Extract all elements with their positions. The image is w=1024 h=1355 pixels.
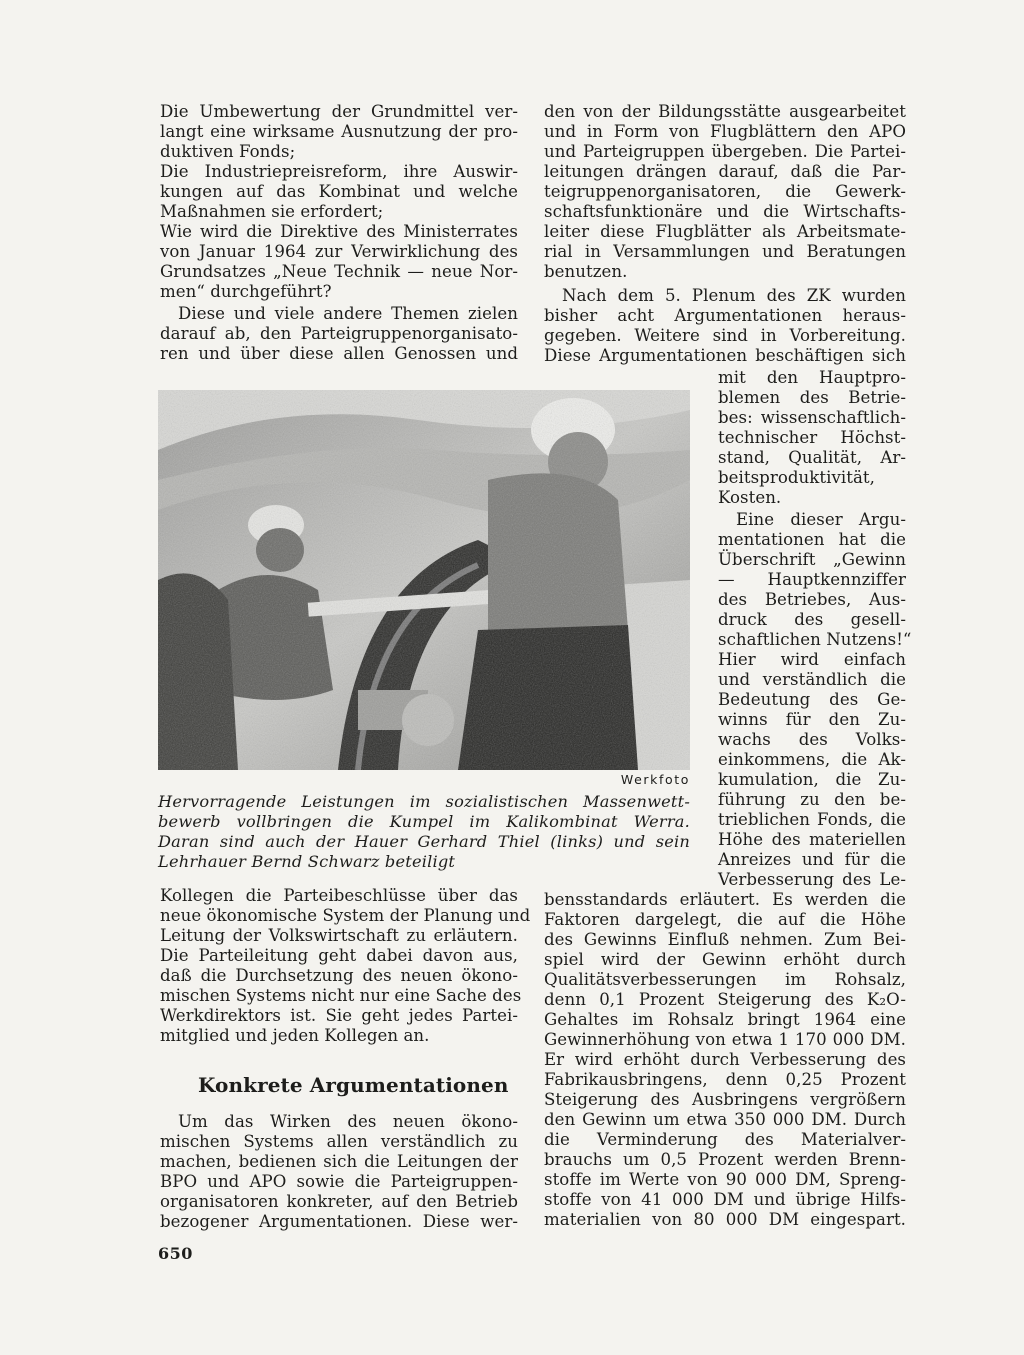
text-line: Verbesserung des Le-	[718, 870, 906, 889]
text-line: rial in Versammlungen und Beratungen	[544, 242, 906, 261]
photo-caption: Hervorragende Leistungen im sozialistischen Massenwett-	[158, 792, 690, 811]
text-line: Höhe des materiellen	[718, 830, 906, 849]
section-heading: Konkrete Argumentationen	[198, 1073, 509, 1097]
text-line: Eine dieser Argu-	[736, 510, 906, 529]
text-line: benutzen.	[544, 262, 628, 281]
text-line: und Parteigruppen übergeben. Die Partei-	[544, 142, 906, 161]
text-line: bisher acht Argumentationen heraus-	[544, 306, 906, 325]
text-line: stand, Qualität, Ar-	[718, 448, 906, 467]
photo-caption: bewerb vollbringen die Kumpel im Kalikombinat Werra.	[158, 812, 690, 831]
text-line: wachs des Volks-	[718, 730, 906, 749]
text-line: Maßnahmen sie erfordert;	[160, 202, 384, 221]
text-line: Nach dem 5. Plenum des ZK wurden	[562, 286, 906, 305]
text-line: Kosten.	[718, 488, 782, 507]
text-line: bensstandards erläutert. Es werden die	[544, 890, 906, 909]
text-line: druck des gesell-	[718, 610, 906, 629]
text-line: Diese und viele andere Themen zielen	[178, 304, 518, 323]
text-line: machen, bedienen sich die Leitungen der	[160, 1152, 518, 1171]
text-line: Diese Argumentationen beschäftigen sich	[544, 346, 906, 365]
text-line: beitsproduktivität,	[718, 468, 875, 487]
text-line: schaftsfunktionäre und die Wirtschafts-	[544, 202, 906, 221]
text-line: leitungen drängen darauf, daß die Par-	[544, 162, 906, 181]
text-line: teigruppenorganisatoren, die Gewerk-	[544, 182, 906, 201]
text-line: darauf ab, den Parteigruppenorganisato-	[160, 324, 518, 343]
page-number: 650	[158, 1244, 193, 1263]
text-line: Die Parteileitung geht dabei davon aus,	[160, 946, 518, 965]
text-line: Steigerung des Ausbringens vergrößern	[544, 1090, 906, 1109]
photo-credit: Werkfoto	[620, 772, 690, 787]
text-line: men“ durchgeführt?	[160, 282, 332, 301]
text-line: mischen Systems nicht nur eine Sache des	[160, 986, 522, 1005]
text-line: Die Industriepreisreform, ihre Auswir-	[160, 162, 518, 181]
text-line: stoffe von 41 000 DM und übrige Hilfs-	[544, 1190, 906, 1209]
text-line: kungen auf das Kombinat und welche	[160, 182, 518, 201]
text-line: und in Form von Flugblättern den APO	[544, 122, 906, 141]
text-line: winns für den Zu-	[718, 710, 906, 729]
text-line: kumulation, die Zu-	[718, 770, 906, 789]
text-line: Wie wird die Direktive des Ministerrates	[160, 222, 518, 241]
text-line: stoffe im Werte von 90 000 DM, Spreng-	[544, 1170, 906, 1189]
text-line: führung zu den be-	[718, 790, 906, 809]
text-line: technischer Höchst-	[718, 428, 906, 447]
text-line: Um das Wirken des neuen ökono-	[178, 1112, 518, 1131]
text-line: Fabrikausbringens, denn 0,25 Prozent	[544, 1070, 906, 1089]
text-line: mentationen hat die	[718, 530, 906, 549]
text-line: gegeben. Weitere sind in Vorbereitung.	[544, 326, 906, 345]
text-line: von Januar 1964 zur Verwirklichung des	[160, 242, 518, 261]
text-line: Bedeutung des Ge-	[718, 690, 906, 709]
text-line: Grundsatzes „Neue Technik — neue Nor-	[160, 262, 518, 281]
text-line: materialien von 80 000 DM eingespart.	[544, 1210, 906, 1229]
text-line: langt eine wirksame Ausnutzung der pro-	[160, 122, 518, 141]
text-line: Kollegen die Parteibeschlüsse über das	[160, 886, 518, 905]
text-line: Hier wird einfach	[718, 650, 906, 669]
text-line: des Gewinns Einfluß nehmen. Zum Bei-	[544, 930, 906, 949]
text-line: spiel wird der Gewinn erhöht durch	[544, 950, 906, 969]
text-line: bezogener Argumentationen. Diese wer-	[160, 1212, 518, 1231]
text-line: Gehaltes im Rohsalz bringt 1964 eine	[544, 1010, 906, 1029]
text-line: einkommens, die Ak-	[718, 750, 906, 769]
text-line: brauchs um 0,5 Prozent werden Brenn-	[544, 1150, 906, 1169]
text-line: Gewinnerhöhung von etwa 1 170 000 DM.	[544, 1030, 906, 1049]
miners-photo	[158, 390, 690, 770]
text-line: ren und über diese allen Genossen und	[160, 344, 518, 363]
text-line: duktiven Fonds;	[160, 142, 296, 161]
text-line: trieblichen Fonds, die	[718, 810, 906, 829]
photo-caption: Daran sind auch der Hauer Gerhard Thiel (links) und sein	[158, 832, 690, 851]
text-line: die Verminderung des Materialver-	[544, 1130, 906, 1149]
text-line: — Hauptkennziffer	[718, 570, 906, 589]
text-line: Qualitätsverbesserungen im Rohsalz,	[544, 970, 906, 989]
text-line: bes: wissenschaftlich-	[718, 408, 906, 427]
text-line: Die Umbewertung der Grundmittel ver-	[160, 102, 518, 121]
text-line: schaftlichen Nutzens!“	[718, 630, 912, 649]
text-line: leiter diese Flugblätter als Arbeitsmate-	[544, 222, 906, 241]
text-line: Anreizes und für die	[718, 850, 906, 869]
text-line: des Betriebes, Aus-	[718, 590, 906, 609]
text-line: Faktoren dargelegt, die auf die Höhe	[544, 910, 906, 929]
text-line: und verständlich die	[718, 670, 906, 689]
text-line: organisatoren konkreter, auf den Betrieb	[160, 1192, 518, 1211]
text-line: denn 0,1 Prozent Steigerung des K₂O-	[544, 990, 906, 1009]
text-line: den Gewinn um etwa 350 000 DM. Durch	[544, 1110, 906, 1129]
photo-caption: Lehrhauer Bernd Schwarz beteiligt	[158, 852, 456, 871]
text-line: mitglied und jeden Kollegen an.	[160, 1026, 430, 1045]
text-line: Überschrift „Gewinn	[718, 550, 906, 569]
text-line: BPO und APO sowie die Parteigruppen-	[160, 1172, 518, 1191]
text-line: Er wird erhöht durch Verbesserung des	[544, 1050, 906, 1069]
text-line: Werkdirektors ist. Sie geht jedes Partei-	[160, 1006, 518, 1025]
text-line: daß die Durchsetzung des neuen ökono-	[160, 966, 518, 985]
text-line: mit den Hauptpro-	[718, 368, 906, 387]
text-line: blemen des Betrie-	[718, 388, 906, 407]
text-line: mischen Systems allen verständlich zu	[160, 1132, 518, 1151]
text-line: Leitung der Volkswirtschaft zu erläutern.	[160, 926, 518, 945]
text-line: den von der Bildungsstätte ausgearbeitet	[544, 102, 906, 121]
text-line: neue ökonomische System der Planung und	[160, 906, 531, 925]
